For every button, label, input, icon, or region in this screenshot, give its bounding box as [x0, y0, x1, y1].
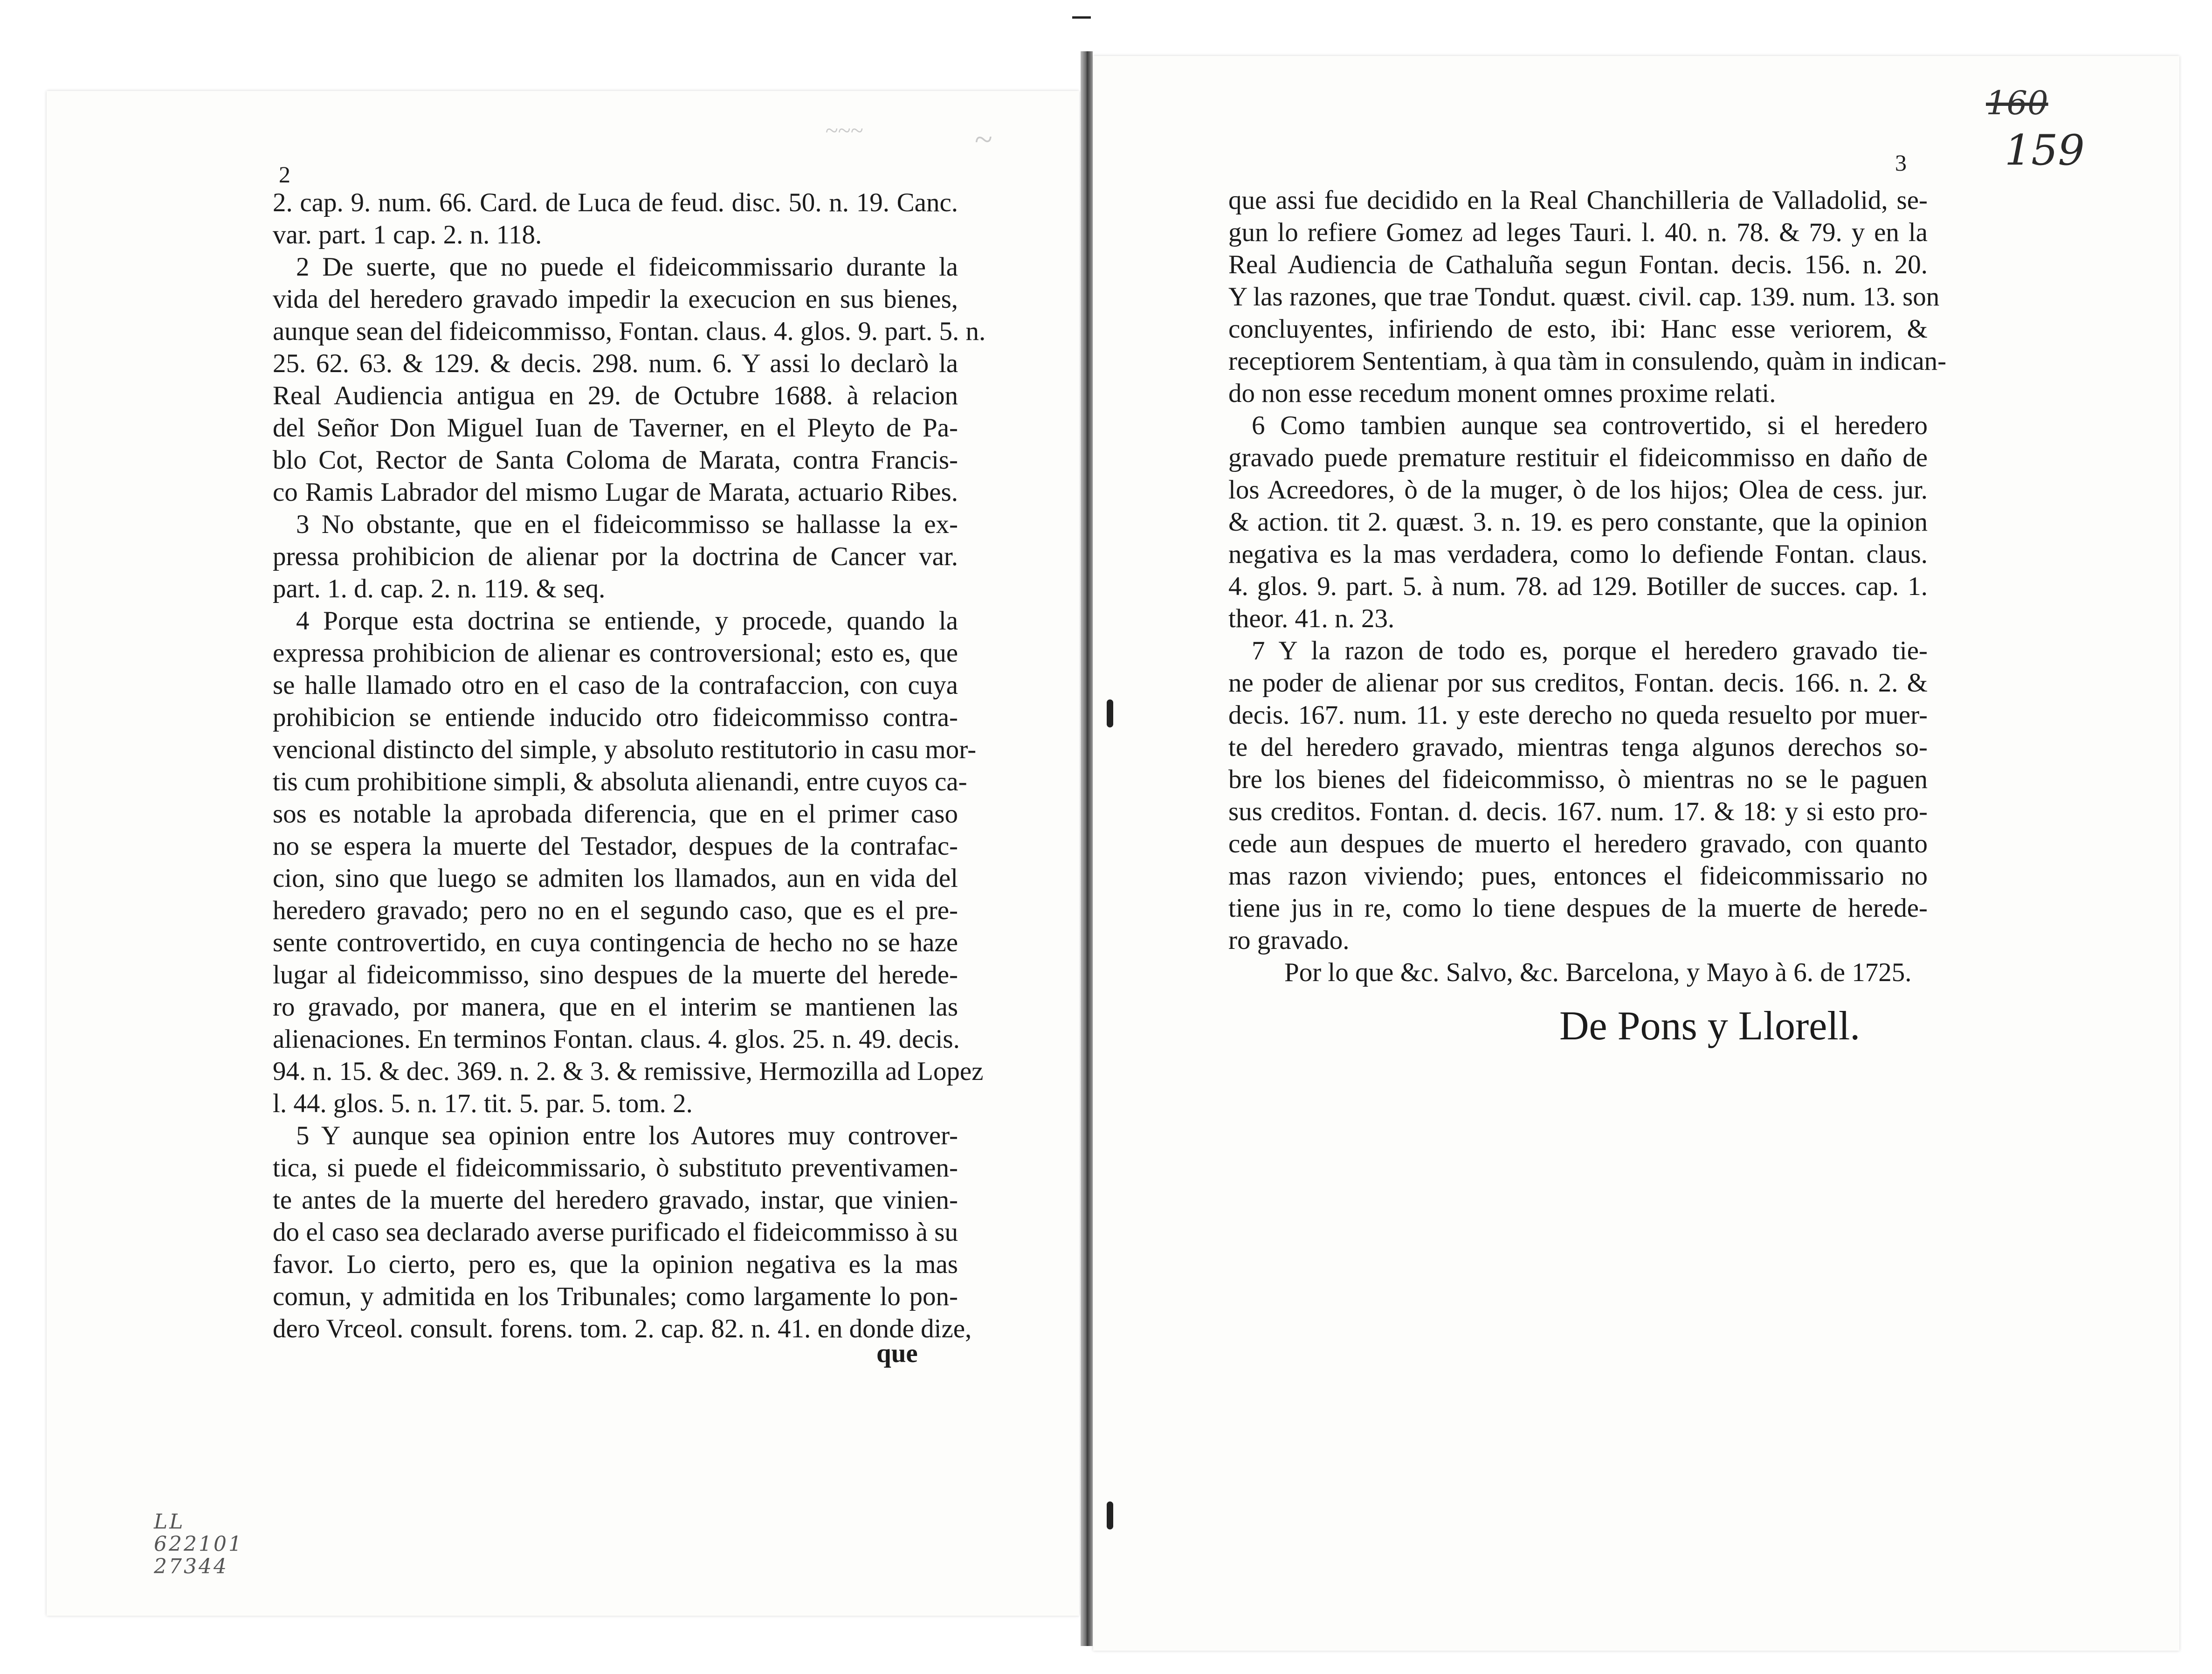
right-page-text	[1228, 184, 1947, 989]
text-line: decis. 167. num. 11. y este derecho no queda resuelto por muer-	[1228, 700, 1928, 730]
crossed-folio-number: 160	[1986, 84, 2048, 122]
text-line: Y las razones, que trae Tondut. quæst. civil. cap. 139. num. 13. son	[1228, 282, 1940, 311]
text-line: mas razon viviendo; pues, entonces el fideicommissario no	[1228, 861, 1928, 891]
text-line: & action. tit 2. quæst. 3. n. 19. es pero constante, que la opinion	[1228, 507, 1928, 537]
binding-hole	[1107, 1501, 1113, 1529]
text-line: ne poder de alienar por sus creditos, Fontan. decis. 166. n. 2. &	[1228, 668, 1928, 698]
text-line: cede aun despues de muerto el heredero gravado, con quanto	[1228, 829, 1928, 858]
text-line: concluyentes, infiriendo de esto, ibi: Hanc esse veriorem, &	[1228, 314, 1928, 344]
text-line: receptiorem Sententiam, à qua tàm in consulendo, quàm in indican-	[1228, 346, 1947, 376]
text-line: heredero gravado; pero no en el segundo caso, que es el pre-	[273, 896, 958, 925]
text-line: se halle llamado otro en el caso de la contrafaccion, con cuya	[273, 671, 958, 700]
stamp-line: 27344	[154, 1555, 228, 1578]
bleed-through-mark: ~	[974, 122, 992, 158]
text-line: bre los bienes del fideicommisso, ò mientras no se le paguen	[1228, 765, 1928, 794]
text-line: dero Vrceol. consult. forens. tom. 2. cap. 82. n. 41. en donde dize,	[273, 1314, 972, 1343]
text-line: comun, y admitida en los Tribunales; como largamente lo pon-	[273, 1282, 958, 1311]
book-gutter	[1081, 51, 1093, 1646]
stamp-line: LL	[154, 1510, 185, 1534]
text-line: tica, si puede el fideicommissario, ò substituto preventivamen-	[273, 1153, 958, 1183]
text-line: pressa prohibicion de alienar por la doctrina de Cancer var.	[273, 542, 958, 571]
text-line: favor. Lo cierto, pero es, que la opinion negativa es la mas	[273, 1250, 958, 1279]
text-line: vida del heredero gravado impedir la execucion en sus bienes,	[273, 284, 958, 314]
text-line: tiene jus in re, como lo tiene despues de la muerte de herede-	[1228, 893, 1928, 923]
text-line: 5 Y aunque sea opinion entre los Autores muy controver-	[296, 1121, 958, 1150]
text-line: 6 Como tambien aunque sea controvertido, si el heredero	[1252, 411, 1928, 440]
text-line: tis cum prohibitione simpli, & absoluta alienandi, entre cuyos ca-	[273, 767, 967, 796]
text-line: do el caso sea declarado averse purificado el fideicommisso à su	[273, 1217, 958, 1247]
text-line: gravado puede premature restituir el fideicommisso en daño de	[1228, 443, 1928, 472]
text-line: prohibicion se entiende inducido otro fideicommisso contra-	[273, 703, 958, 732]
text-line: sente controvertido, en cuya contingencia de hecho no se haze	[273, 928, 958, 957]
text-line: theor. 41. n. 23.	[1228, 604, 1395, 633]
text-line: ro gravado.	[1228, 926, 1350, 955]
text-line: gun lo refiere Gomez ad leges Tauri. l. 40. n. 78. & 79. y en la	[1228, 218, 1928, 247]
top-mark	[1072, 16, 1091, 19]
library-stamp	[154, 1511, 243, 1578]
text-line: te del heredero gravado, mientras tenga algunos derechos so-	[1228, 733, 1928, 762]
binding-hole	[1107, 699, 1113, 727]
text-line: 4 Porque esta doctrina se entiende, y procede, quando la	[296, 606, 958, 636]
text-line: expressa prohibicion de alienar es controversional; esto es, que	[273, 638, 958, 668]
text-line: co Ramis Labrador del mismo Lugar de Marata, actuario Ribes.	[273, 477, 958, 507]
text-line: 3 No obstante, que en el fideicommisso se hallasse la ex-	[296, 510, 958, 539]
folio-number: 159	[2005, 126, 2085, 175]
text-line: l. 44. glos. 5. n. 17. tit. 5. par. 5. tom. 2.	[273, 1089, 693, 1118]
text-line: Por lo que &c. Salvo, &c. Barcelona, y Mayo à 6. de 1725.	[1284, 958, 1912, 987]
text-line: 7 Y la razon de todo es, porque el heredero gravado tie-	[1252, 636, 1928, 665]
stamp-line: 622101	[154, 1532, 243, 1556]
left-page-text	[273, 187, 986, 1345]
text-line: sus creditos. Fontan. d. decis. 167. num. 17. & 18: y si esto pro-	[1228, 797, 1928, 826]
text-line: lugar al fideicommisso, sino despues de la muerte del herede-	[273, 960, 958, 989]
text-line: te antes de la muerte del heredero gravado, instar, que vinien-	[273, 1185, 958, 1215]
text-line: cion, sino que luego se admiten los llamados, aun en vida del	[273, 864, 958, 893]
text-line: alienaciones. En terminos Fontan. claus. 4. glos. 25. n. 49. decis.	[273, 1024, 960, 1054]
text-line: do non esse recedum monent omnes proxime relati.	[1228, 379, 1776, 408]
text-line: Real Audiencia de Cathaluña segun Fontan. decis. 156. n. 20.	[1228, 250, 1928, 279]
text-line: 94. n. 15. & dec. 369. n. 2. & 3. & remissive, Hermozilla ad Lopez	[273, 1057, 984, 1086]
text-line: var. part. 1 cap. 2. n. 118.	[273, 220, 542, 249]
text-line: 2 De suerte, que no puede el fideicommissario durante la	[296, 252, 958, 282]
text-line: los Acreedores, ò de la muger, ò de los hijos; Olea de cess. jur.	[1228, 475, 1928, 505]
page-number: 3	[1895, 150, 1907, 176]
text-line: part. 1. d. cap. 2. n. 119. & seq.	[273, 574, 606, 603]
page-number: 2	[279, 161, 290, 187]
text-line: vencional distincto del simple, y absoluto restitutorio in casu mor-	[273, 735, 977, 764]
text-line: aunque sean del fideicommisso, Fontan. claus. 4. glos. 9. part. 5. n.	[273, 317, 986, 346]
text-line: Real Audiencia antigua en 29. de Octubre 1688. à relacion	[273, 381, 958, 410]
text-line: que assi fue decidido en la Real Chanchilleria de Valladolid, se-	[1228, 186, 1928, 215]
text-line: 4. glos. 9. part. 5. à num. 78. ad 129. Botiller de succes. cap. 1.	[1228, 572, 1928, 601]
text-line: negativa es la mas verdadera, como lo defiende Fontan. claus.	[1228, 540, 1928, 569]
signature: De Pons y Llorell.	[1559, 1003, 1861, 1049]
text-line: 2. cap. 9. num. 66. Card. de Luca de feud. disc. 50. n. 19. Canc.	[273, 188, 958, 217]
bleed-through-mark: ~~~	[825, 117, 863, 143]
text-line: ro gravado, por manera, que en el interim se mantienen las	[273, 992, 958, 1022]
text-line: sos es notable la aprobada diferencia, que en el primer caso	[273, 799, 958, 829]
text-line: no se espera la muerte del Testador, despues de la contrafac-	[273, 831, 958, 861]
text-line: 25. 62. 63. & 129. & decis. 298. num. 6. Y assi lo declarò la	[273, 349, 958, 378]
catchword: que	[876, 1339, 918, 1368]
text-line: del Señor Don Miguel Iuan de Taverner, en el Pleyto de Pa-	[273, 413, 958, 443]
text-line: blo Cot, Rector de Santa Coloma de Marata, contra Francis-	[273, 445, 958, 475]
